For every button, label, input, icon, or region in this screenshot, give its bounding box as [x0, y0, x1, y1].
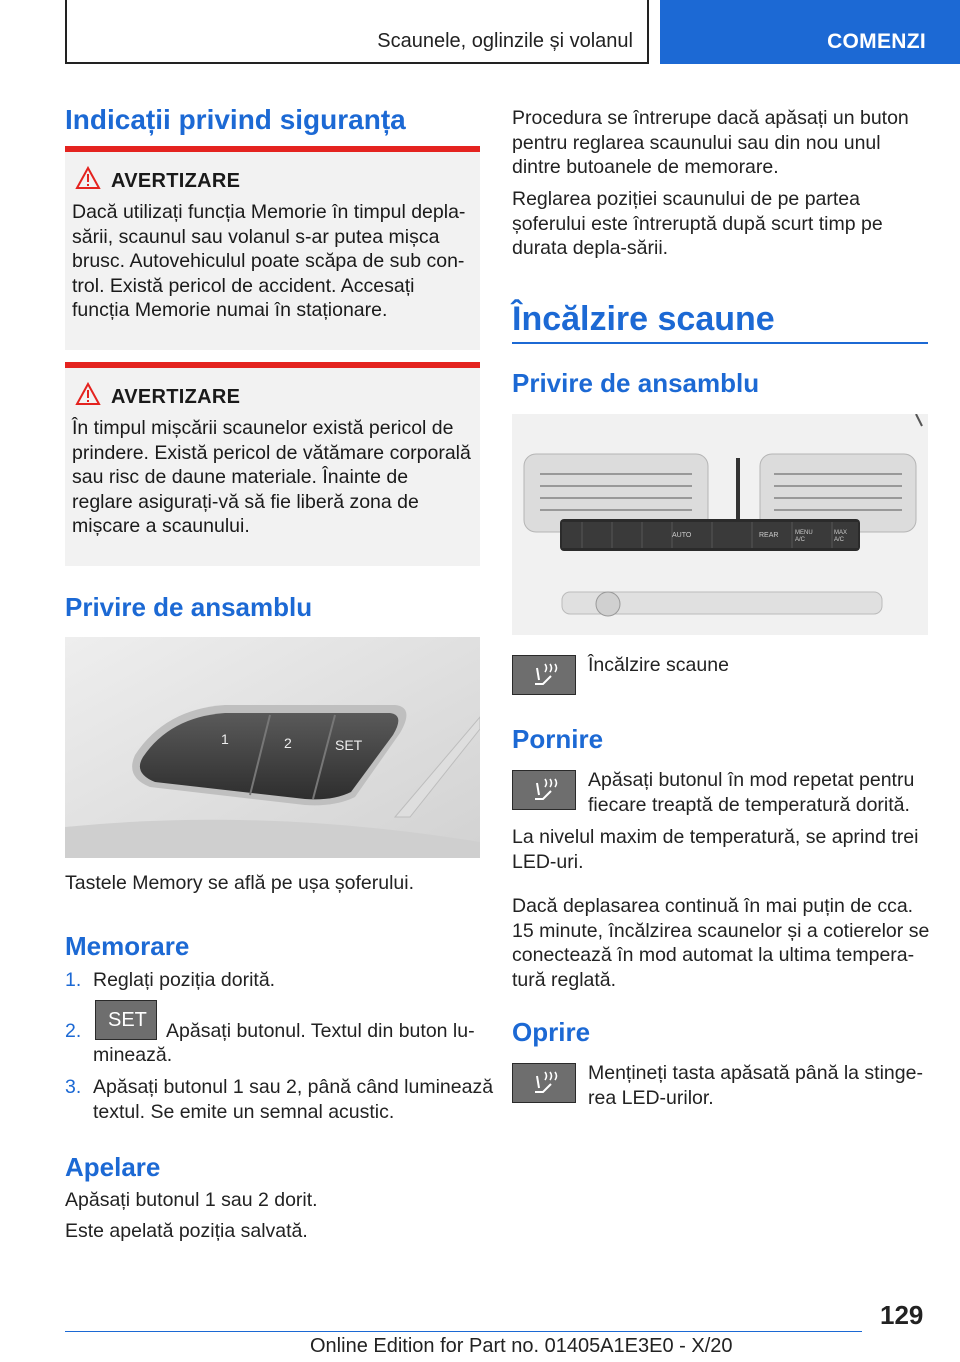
- panel-label-auto: AUTO: [672, 532, 692, 539]
- driver-seat-paragraph: Reglarea poziției scaunului de pe partea șoferului este întreruptă după scurt timp pe durata depla-sării.: [512, 188, 883, 259]
- pornire-heading: Pornire: [512, 724, 604, 754]
- step-1-number: 1.: [65, 969, 82, 991]
- footer-edition: Online Edition for Part no. 01405A1E3E0 - X/20: [310, 1335, 733, 1357]
- panel-label-rear: REAR: [759, 532, 779, 539]
- panel-label-max-ac: MAX A/C: [834, 530, 848, 543]
- step-2-text-cont: minează.: [93, 1044, 173, 1066]
- step-3-text-cont: textul. Se emite un semnal acustic.: [93, 1101, 395, 1123]
- pornire-text-2: Dacă deplasarea continuă în mai puțin de cca. 15 minute, încălzirea scaunelor și a cotierelor se conectează în mod automat la ultima tempera-tură reglată.: [512, 895, 930, 991]
- memory-button-2-label: 2: [284, 735, 292, 751]
- apelare-text-2: Este apelată poziția salvată.: [65, 1220, 308, 1242]
- header-tab-comenzi[interactable]: [660, 0, 960, 64]
- warning-box-2: [65, 362, 480, 566]
- warning-triangle-icon: [75, 382, 101, 406]
- apelare-text-1: Apăsați butonul 1 sau 2 dorit.: [65, 1189, 318, 1211]
- pornire-icon-text: Apăsați butonul în mod repetat pentru fiecare treaptă de temperatură dorită.: [588, 769, 915, 816]
- photo-caption: Tastele Memory se află pe ușa șoferului.: [65, 872, 415, 894]
- memorare-heading: Memorare: [65, 931, 190, 961]
- set-button-icon: [95, 1000, 157, 1040]
- warning-text: În timpul mișcării scaunelor există pericol de prindere. Există pericol de vătămare corporală sau risc de daune materiale. Înainte de reglare asigurați-vă să fie liberă zona de mișcare a scaunului.: [72, 417, 471, 537]
- header-section-box: [65, 0, 649, 64]
- warning-box-1: [65, 146, 480, 350]
- panel-label-menu-ac: MENU A/C: [795, 530, 813, 543]
- seat-heating-icon: [512, 1063, 576, 1103]
- overview-heading-left: Privire de ansamblu: [65, 592, 313, 622]
- interrupt-paragraph: Procedura se întrerupe dacă apăsați un buton pentru reglarea scaunului sau din nou unul dintre butoanele de memorare.: [512, 107, 909, 178]
- seat-heating-caption: Încălzire scaune: [588, 654, 729, 676]
- footer-rule: [65, 1331, 862, 1332]
- step-2-number: 2.: [65, 1020, 82, 1042]
- step-3-number: 3.: [65, 1076, 82, 1098]
- memory-buttons-photo: [65, 637, 480, 858]
- warning-label: AVERTIZARE: [111, 170, 241, 192]
- header-tab-label: COMENZI: [827, 30, 926, 53]
- title-rule: [512, 342, 928, 344]
- climate-panel-photo: [512, 414, 928, 635]
- page-number: 129: [880, 1300, 924, 1330]
- set-button-icon-label: SET: [108, 1009, 147, 1031]
- warning-triangle-icon: [75, 166, 101, 190]
- warning-label: AVERTIZARE: [111, 386, 241, 408]
- safety-heading: Indicații privind siguranța: [65, 104, 406, 135]
- seat-heating-title: Încălzire scaune: [512, 300, 775, 338]
- header-section-title: Scaunele, oglinzile și volanul: [377, 30, 633, 52]
- seat-heating-icon: [512, 655, 576, 695]
- step-3-text: Apăsați butonul 1 sau 2, până când luminează: [93, 1076, 494, 1098]
- oprire-icon-text: Mențineți tasta apăsată până la stinge-rea LED-urilor.: [588, 1062, 923, 1109]
- pornire-text-1: La nivelul maxim de temperatură, se aprind trei LED-uri.: [512, 826, 919, 873]
- step-2-text: Apăsați butonul. Textul din buton lu-: [166, 1020, 475, 1042]
- warning-text: Dacă utilizați funcția Memorie în timpul depla-sării, scaunul sau volanul s-ar putea mișca brusc. Autovehiculul poate scăpa de sub con-trol. Există pericol de accident. Accesați funcția Memorie numai în staționare.: [72, 201, 466, 321]
- apelare-heading: Apelare: [65, 1152, 161, 1182]
- seat-heating-icon: [512, 770, 576, 810]
- memory-button-set-label: SET: [335, 737, 363, 753]
- oprire-heading: Oprire: [512, 1017, 591, 1047]
- overview-heading-right: Privire de ansamblu: [512, 368, 760, 398]
- memory-button-1-label: 1: [221, 731, 229, 747]
- step-1-text: Reglați poziția dorită.: [93, 969, 276, 991]
